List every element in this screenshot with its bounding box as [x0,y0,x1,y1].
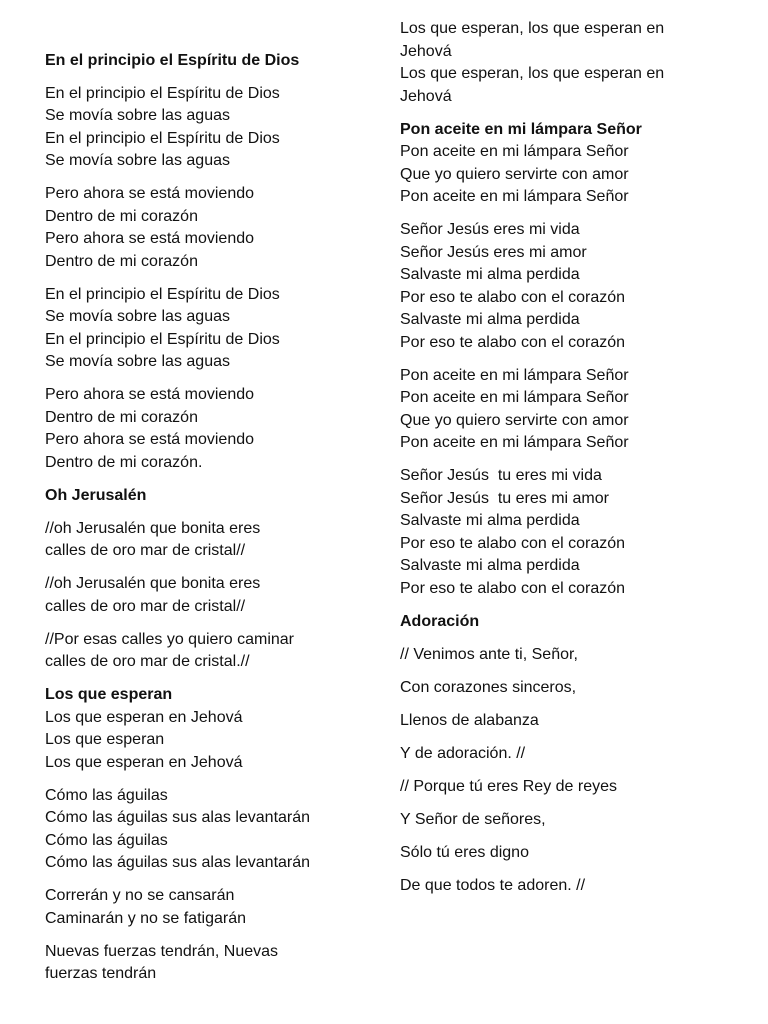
stanza [400,465,740,600]
lyric-line: Dentro de mi corazón [45,408,198,426]
lyric-line: Por eso te alabo con el corazón [400,579,626,597]
lyric-line: Se movía sobre las aguas [45,107,230,124]
lyric-line: Cómo las águilas [45,786,168,804]
lyric-line: En el principio el Espíritu de Dios [45,84,280,102]
lyric-line: Y Señor de señores, [400,810,546,828]
lyric-line: Que yo quiero servirte con amor [400,165,629,183]
song-title: Adoración [400,612,480,630]
lyric-line: //Por esas calles yo quiero caminar [45,630,294,648]
lyric-line: calles de oro mar de cristal.// [45,653,250,670]
stanza [45,518,375,563]
lyric-line: // Venimos ante ti, Señor, [400,645,578,663]
lyric-line: Jehová [400,87,452,105]
lyric-line: Dentro de mi corazón [45,252,198,270]
song-title: Oh Jerusalén [45,486,147,504]
lyric-line: // Porque tú eres Rey de reyes [400,777,617,795]
lyric-line: Cómo las águilas [45,831,168,849]
stanza [45,573,375,618]
stanza [400,644,740,667]
lyric-line: Salvaste mi alma perdida [400,557,580,574]
lyric-line: Cómo las águilas sus alas levantarán [45,809,311,826]
lyric-line: Correrán y no se cansarán [45,887,235,904]
lyric-line: En el principio el Espíritu de Dios [45,129,280,147]
lyric-line: Señor Jesús tu eres mi vida [400,467,602,484]
lyric-line: En el principio el Espíritu de Dios [45,285,280,303]
lyric-line: Salvaste mi alma perdida [400,512,580,529]
lyric-line: Caminarán y no se fatigarán [45,909,246,927]
lyric-line: calles de oro mar de cristal// [45,597,246,615]
stanza [400,743,740,766]
lyric-line: Pon aceite en mi lámpara Señor [400,143,629,160]
lyric-line: Los que esperan [45,731,165,748]
lyric-line: Se movía sobre las aguas [45,152,230,169]
lyric-line: fuerzas tendrán [45,965,157,982]
stanza [400,809,740,832]
lyric-line: Señor Jesús eres mi amor [400,243,587,261]
lyric-line: Cómo las águilas sus alas levantarán [45,854,311,871]
lyric-line: Pero ahora se está moviendo [45,185,255,202]
lyric-line: Los que esperan, los que esperan en [400,65,665,82]
lyric-line: Por eso te alabo con el corazón [400,333,626,351]
stanza [45,384,375,474]
lyric-line: Los que esperan en Jehová [45,753,243,771]
stanza [400,842,740,865]
lyric-line: Dentro de mi corazón [45,207,198,225]
stanza [45,785,375,875]
left-column [45,50,375,996]
stanza [400,677,740,700]
lyric-line: Pon aceite en mi lámpara Señor [400,188,629,205]
stanza [400,710,740,733]
lyric-line: Por eso te alabo con el corazón [400,288,626,306]
lyric-line: Los que esperan, los que esperan en [400,20,665,37]
lyric-line: Se movía sobre las aguas [45,308,230,325]
lyric-line: Señor Jesús eres mi vida [400,221,580,238]
lyric-line: Llenos de alabanza [400,711,539,729]
lyric-line: Señor Jesús tu eres mi amor [400,489,609,507]
lyric-line: Sólo tú eres digno [400,843,529,861]
lyric-line: Que yo quiero servirte con amor [400,411,629,429]
lyric-line: Nuevas fuerzas tendrán, Nuevas [45,942,279,960]
lyric-line: //oh Jerusalén que bonita eres [45,519,261,537]
stanza [400,875,740,898]
stanza [400,776,740,799]
lyric-line: Dentro de mi corazón. [45,453,203,471]
song-title: Pon aceite en mi lámpara Señor [400,120,642,138]
lyric-line: Por eso te alabo con el corazón [400,534,626,552]
stanza [45,629,375,674]
lyric-line: Se movía sobre las aguas [45,353,230,370]
lyric-line: calles de oro mar de cristal// [45,542,246,559]
lyric-line: Pero ahora se está moviendo [45,386,255,403]
stanza [45,941,375,986]
song-title: En el principio el Espíritu de Dios [45,52,300,69]
lyric-line: En el principio el Espíritu de Dios [45,330,280,348]
stanza [45,885,375,930]
stanza [45,284,375,374]
stanza [400,219,740,354]
stanza [45,83,375,173]
right-column [400,18,740,908]
lyric-line: De que todos te adoren. // [400,876,586,894]
lyric-line: Los que esperan en Jehová [45,708,243,726]
lyric-line: Salvaste mi alma perdida [400,266,580,283]
stanza [400,18,740,108]
lyric-line: Salvaste mi alma perdida [400,311,580,328]
lyric-line: Pon aceite en mi lámpara Señor [400,434,629,451]
stanza [45,707,375,775]
stanza [400,365,740,455]
stanza [400,141,740,209]
lyric-line: Pero ahora se está moviendo [45,230,255,247]
lyric-line: //oh Jerusalén que bonita eres [45,575,261,592]
song-title: Los que esperan [45,686,173,703]
lyric-line: Jehová [400,42,452,60]
lyric-line: Pon aceite en mi lámpara Señor [400,366,629,384]
lyric-line: Pero ahora se está moviendo [45,431,255,448]
lyric-line: Y de adoración. // [400,744,526,762]
lyric-line: Pon aceite en mi lámpara Señor [400,389,629,406]
lyric-line: Con corazones sinceros, [400,678,577,696]
stanza [45,183,375,273]
